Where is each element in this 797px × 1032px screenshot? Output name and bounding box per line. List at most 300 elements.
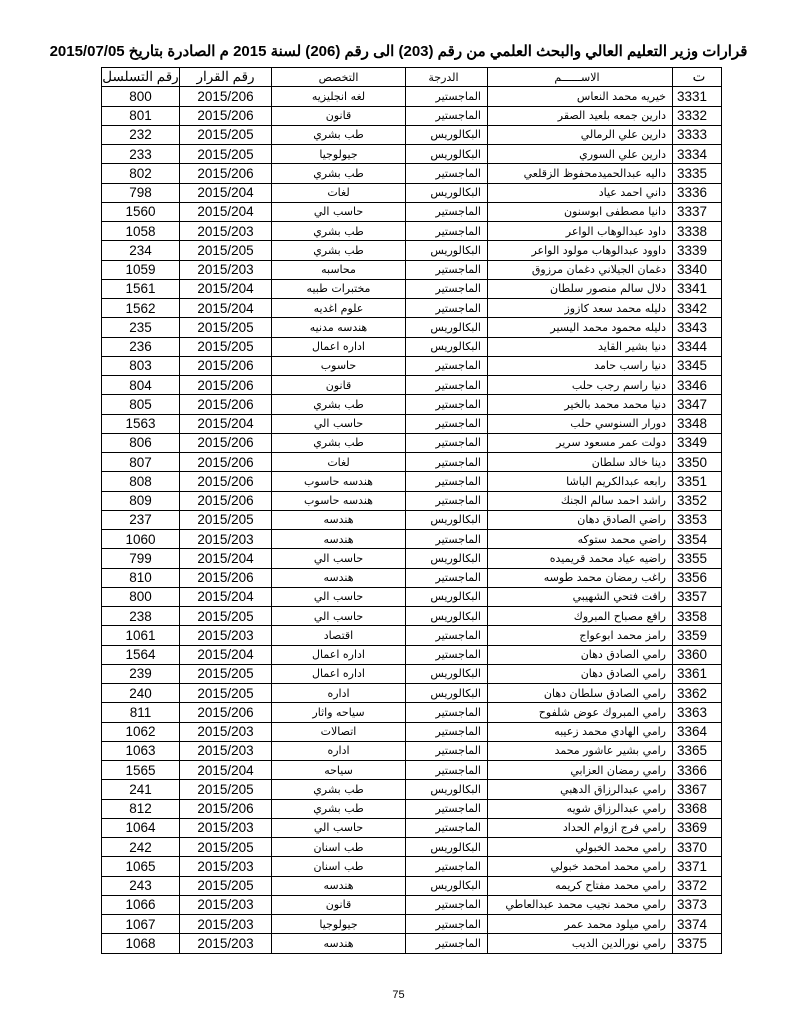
cell-serial: 1565 [102, 761, 180, 780]
cell-specialty: حاسوب [272, 356, 406, 375]
cell-serial: 1562 [102, 299, 180, 318]
cell-serial: 232 [102, 125, 180, 144]
cell-serial: 235 [102, 318, 180, 337]
table-row [102, 414, 722, 433]
table-row [102, 838, 722, 857]
cell-degree: الماجستير [406, 222, 488, 241]
cell-degree: الماجستير [406, 260, 488, 279]
cell-index: 3364 [673, 722, 722, 741]
cell-degree: الماجستير [406, 395, 488, 414]
table-row [102, 279, 722, 298]
cell-index: 3341 [673, 279, 722, 298]
cell-index: 3346 [673, 376, 722, 395]
cell-degree: البكالوريس [406, 587, 488, 606]
cell-decision: 2015/203 [180, 934, 272, 953]
cell-serial: 1564 [102, 645, 180, 664]
cell-name: رامي الصادق دهان [488, 664, 673, 683]
cell-decision: 2015/203 [180, 530, 272, 549]
cell-degree: البكالوريس [406, 838, 488, 857]
table-row [102, 895, 722, 914]
cell-decision: 2015/205 [180, 125, 272, 144]
cell-degree: الماجستير [406, 453, 488, 472]
cell-name: دانيا مصطفى ابوسنون [488, 202, 673, 221]
table-row [102, 703, 722, 722]
cell-index: 3366 [673, 761, 722, 780]
cell-name: دارين جمعه بلعيد الصقر [488, 106, 673, 125]
cell-name: رامي الصادق سلطان دهان [488, 684, 673, 703]
cell-specialty: سياحه [272, 761, 406, 780]
cell-specialty: هندسه حاسوب [272, 472, 406, 491]
table-row [102, 722, 722, 741]
cell-name: دينا خالد سلطان [488, 453, 673, 472]
cell-degree: الماجستير [406, 761, 488, 780]
cell-serial: 240 [102, 684, 180, 703]
table-row [102, 472, 722, 491]
cell-index: 3344 [673, 337, 722, 356]
cell-specialty: جيولوجيا [272, 145, 406, 164]
cell-degree: الماجستير [406, 433, 488, 452]
cell-index: 3337 [673, 202, 722, 221]
cell-name: داوود عبدالوهاب مولود الواعر [488, 241, 673, 260]
cell-name: رامي نورالدين الديب [488, 934, 673, 953]
cell-serial: 801 [102, 106, 180, 125]
cell-index: 3333 [673, 125, 722, 144]
cell-decision: 2015/203 [180, 915, 272, 934]
cell-index: 3354 [673, 530, 722, 549]
cell-serial: 1064 [102, 818, 180, 837]
cell-index: 3373 [673, 895, 722, 914]
cell-degree: البكالوريس [406, 125, 488, 144]
cell-decision: 2015/206 [180, 376, 272, 395]
cell-degree: الماجستير [406, 279, 488, 298]
cell-decision: 2015/204 [180, 414, 272, 433]
cell-serial: 1058 [102, 222, 180, 241]
table-row [102, 260, 722, 279]
cell-name: راغب رمضان محمد طوسه [488, 568, 673, 587]
cell-serial: 800 [102, 587, 180, 606]
page-number: 75 [392, 989, 405, 1001]
cell-index: 3355 [673, 549, 722, 568]
cell-decision: 2015/206 [180, 799, 272, 818]
table-row [102, 780, 722, 799]
cell-name: رامي المبروك عوض شلفوح [488, 703, 673, 722]
cell-name: راضي الصادق دهان [488, 510, 673, 529]
cell-degree: الماجستير [406, 376, 488, 395]
cell-decision: 2015/203 [180, 260, 272, 279]
cell-serial: 237 [102, 510, 180, 529]
table-row [102, 376, 722, 395]
cell-name: دارين علي السوري [488, 145, 673, 164]
cell-degree: الماجستير [406, 356, 488, 375]
cell-decision: 2015/203 [180, 818, 272, 837]
cell-index: 3353 [673, 510, 722, 529]
cell-decision: 2015/205 [180, 145, 272, 164]
cell-index: 3368 [673, 799, 722, 818]
cell-index: 3340 [673, 260, 722, 279]
table-row [102, 299, 722, 318]
table-row [102, 183, 722, 202]
cell-degree: الماجستير [406, 799, 488, 818]
cell-specialty: هندسه حاسوب [272, 491, 406, 510]
cell-name: دلال سالم منصور سلطان [488, 279, 673, 298]
cell-serial: 1066 [102, 895, 180, 914]
cell-specialty: جيولوجيا [272, 915, 406, 934]
cell-serial: 239 [102, 664, 180, 683]
cell-degree: الماجستير [406, 106, 488, 125]
cell-degree: الماجستير [406, 645, 488, 664]
cell-index: 3359 [673, 626, 722, 645]
cell-specialty: لغات [272, 453, 406, 472]
table-row [102, 145, 722, 164]
cell-specialty: حاسب الي [272, 414, 406, 433]
cell-serial: 805 [102, 395, 180, 414]
cell-degree: الماجستير [406, 472, 488, 491]
cell-serial: 799 [102, 549, 180, 568]
table-row [102, 915, 722, 934]
cell-specialty: اداره اعمال [272, 645, 406, 664]
cell-name: رافع مصباح المبروك [488, 607, 673, 626]
cell-index: 3342 [673, 299, 722, 318]
cell-index: 3334 [673, 145, 722, 164]
cell-name: راشد احمد سالم الجنك [488, 491, 673, 510]
cell-decision: 2015/204 [180, 279, 272, 298]
results-table [101, 67, 722, 954]
table-row [102, 318, 722, 337]
cell-serial: 1063 [102, 741, 180, 760]
cell-name: خيريه محمد النعاس [488, 87, 673, 106]
cell-decision: 2015/204 [180, 299, 272, 318]
cell-decision: 2015/205 [180, 337, 272, 356]
cell-index: 3357 [673, 587, 722, 606]
cell-serial: 1061 [102, 626, 180, 645]
table-row [102, 934, 722, 953]
cell-index: 3356 [673, 568, 722, 587]
cell-decision: 2015/203 [180, 222, 272, 241]
cell-index: 3371 [673, 857, 722, 876]
cell-serial: 1561 [102, 279, 180, 298]
table-row [102, 356, 722, 375]
table-row [102, 395, 722, 414]
cell-index: 3367 [673, 780, 722, 799]
cell-decision: 2015/204 [180, 761, 272, 780]
cell-serial: 810 [102, 568, 180, 587]
table-row [102, 222, 722, 241]
cell-serial: 236 [102, 337, 180, 356]
cell-name: رامي ميلود محمد عمر [488, 915, 673, 934]
cell-degree: الماجستير [406, 915, 488, 934]
cell-specialty: اداره اعمال [272, 337, 406, 356]
cell-specialty: حاسب الي [272, 202, 406, 221]
cell-specialty: حاسب الي [272, 818, 406, 837]
cell-index: 3343 [673, 318, 722, 337]
cell-name: دارين علي الرمالي [488, 125, 673, 144]
cell-name: دنيا راسب حامد [488, 356, 673, 375]
cell-decision: 2015/206 [180, 87, 272, 106]
cell-serial: 233 [102, 145, 180, 164]
cell-serial: 234 [102, 241, 180, 260]
cell-serial: 243 [102, 876, 180, 895]
cell-index: 3361 [673, 664, 722, 683]
cell-degree: البكالوريس [406, 145, 488, 164]
cell-specialty: طب بشري [272, 433, 406, 452]
cell-specialty: هندسه [272, 876, 406, 895]
cell-index: 3350 [673, 453, 722, 472]
cell-degree: الماجستير [406, 818, 488, 837]
table-row [102, 645, 722, 664]
cell-serial: 1067 [102, 915, 180, 934]
cell-name: رامي الهادي محمد زعيبه [488, 722, 673, 741]
cell-name: دليله محمود محمد اليسير [488, 318, 673, 337]
cell-specialty: قانون [272, 106, 406, 125]
cell-decision: 2015/205 [180, 838, 272, 857]
table-row [102, 761, 722, 780]
cell-decision: 2015/205 [180, 876, 272, 895]
cell-name: رامي فرج ازوام الحداد [488, 818, 673, 837]
cell-decision: 2015/205 [180, 664, 272, 683]
cell-index: 3352 [673, 491, 722, 510]
cell-decision: 2015/206 [180, 164, 272, 183]
cell-name: دنيا راسم رجب حلب [488, 376, 673, 395]
cell-index: 3335 [673, 164, 722, 183]
cell-index: 3360 [673, 645, 722, 664]
cell-decision: 2015/206 [180, 568, 272, 587]
cell-name: رامي عبدالرزاق شويه [488, 799, 673, 818]
cell-specialty: طب بشري [272, 241, 406, 260]
cell-degree: الماجستير [406, 895, 488, 914]
cell-degree: البكالوريس [406, 337, 488, 356]
cell-degree: الماجستير [406, 530, 488, 549]
cell-index: 3370 [673, 838, 722, 857]
cell-serial: 1563 [102, 414, 180, 433]
header-decision: رقم القرار [180, 68, 272, 87]
cell-serial: 238 [102, 607, 180, 626]
cell-specialty: لغه انجليزيه [272, 87, 406, 106]
cell-decision: 2015/204 [180, 645, 272, 664]
cell-serial: 242 [102, 838, 180, 857]
cell-index: 3351 [673, 472, 722, 491]
cell-serial: 807 [102, 453, 180, 472]
cell-decision: 2015/203 [180, 895, 272, 914]
cell-decision: 2015/206 [180, 453, 272, 472]
header-index: ت [673, 68, 722, 87]
cell-index: 3339 [673, 241, 722, 260]
cell-specialty: حاسب الي [272, 587, 406, 606]
cell-specialty: طب بشري [272, 780, 406, 799]
cell-decision: 2015/205 [180, 607, 272, 626]
cell-name: رابعه عبدالكريم الباشا [488, 472, 673, 491]
cell-specialty: هندسه [272, 568, 406, 587]
cell-degree: الماجستير [406, 626, 488, 645]
cell-specialty: طب بشري [272, 164, 406, 183]
cell-serial: 812 [102, 799, 180, 818]
cell-decision: 2015/204 [180, 587, 272, 606]
table-row [102, 202, 722, 221]
table-row [102, 106, 722, 125]
cell-serial: 800 [102, 87, 180, 106]
table-row [102, 664, 722, 683]
cell-serial: 1560 [102, 202, 180, 221]
cell-specialty: هندسه [272, 934, 406, 953]
cell-serial: 798 [102, 183, 180, 202]
cell-specialty: اداره [272, 684, 406, 703]
cell-name: رامي رمضان العزابي [488, 761, 673, 780]
cell-degree: البكالوريس [406, 876, 488, 895]
cell-specialty: طب بشري [272, 395, 406, 414]
cell-decision: 2015/206 [180, 356, 272, 375]
table-row [102, 241, 722, 260]
cell-index: 3365 [673, 741, 722, 760]
cell-degree: الماجستير [406, 722, 488, 741]
cell-decision: 2015/205 [180, 684, 272, 703]
cell-name: رامي محمد الخبولي [488, 838, 673, 857]
cell-decision: 2015/206 [180, 433, 272, 452]
table-header-row [102, 68, 722, 87]
cell-degree: الماجستير [406, 202, 488, 221]
cell-index: 3349 [673, 433, 722, 452]
cell-index: 3362 [673, 684, 722, 703]
cell-specialty: اداره اعمال [272, 664, 406, 683]
cell-index: 3332 [673, 106, 722, 125]
cell-degree: البكالوريس [406, 684, 488, 703]
header-serial: رقم التسلسل [102, 68, 180, 87]
cell-name: دنيا بشير القايد [488, 337, 673, 356]
cell-specialty: هندسه [272, 510, 406, 529]
cell-index: 3358 [673, 607, 722, 626]
table-row [102, 876, 722, 895]
cell-serial: 1068 [102, 934, 180, 953]
table-row [102, 125, 722, 144]
cell-index: 3331 [673, 87, 722, 106]
cell-specialty: اداره [272, 741, 406, 760]
cell-specialty: سياحه واثار [272, 703, 406, 722]
cell-serial: 1060 [102, 530, 180, 549]
cell-decision: 2015/206 [180, 703, 272, 722]
cell-serial: 806 [102, 433, 180, 452]
cell-degree: الماجستير [406, 568, 488, 587]
cell-name: رامي الصادق دهان [488, 645, 673, 664]
cell-specialty: قانون [272, 376, 406, 395]
cell-index: 3336 [673, 183, 722, 202]
page-title: قرارات وزير التعليم العالي والبحث العلمي من رقم (203) الى رقم (206) لسنة 2015 م الصادرة بتاريخ 2015/07/05 [49, 43, 748, 60]
table-row [102, 587, 722, 606]
cell-index: 3348 [673, 414, 722, 433]
cell-serial: 1059 [102, 260, 180, 279]
table-row [102, 568, 722, 587]
table-row [102, 337, 722, 356]
cell-degree: البكالوريس [406, 241, 488, 260]
cell-decision: 2015/203 [180, 741, 272, 760]
cell-serial: 802 [102, 164, 180, 183]
cell-index: 3347 [673, 395, 722, 414]
table-row [102, 799, 722, 818]
cell-degree: الماجستير [406, 703, 488, 722]
cell-decision: 2015/206 [180, 472, 272, 491]
cell-serial: 1062 [102, 722, 180, 741]
cell-serial: 811 [102, 703, 180, 722]
cell-name: داليه عبدالحميدمحفوظ الزقلعي [488, 164, 673, 183]
header-name: الاســــــم [488, 68, 673, 87]
table-row [102, 626, 722, 645]
cell-specialty: قانون [272, 895, 406, 914]
cell-name: رافت فتحي الشهيبي [488, 587, 673, 606]
cell-index: 3338 [673, 222, 722, 241]
cell-decision: 2015/204 [180, 549, 272, 568]
cell-specialty: مختبرات طبيه [272, 279, 406, 298]
table-row [102, 87, 722, 106]
cell-index: 3369 [673, 818, 722, 837]
cell-specialty: طب اسنان [272, 838, 406, 857]
cell-degree: الماجستير [406, 299, 488, 318]
cell-specialty: اقتصاد [272, 626, 406, 645]
header-degree: الدرجة [406, 68, 488, 87]
cell-serial: 803 [102, 356, 180, 375]
cell-specialty: طب اسنان [272, 857, 406, 876]
cell-degree: الماجستير [406, 164, 488, 183]
table-row [102, 549, 722, 568]
table-row [102, 684, 722, 703]
cell-name: دورار السنوسي حلب [488, 414, 673, 433]
cell-degree: البكالوريس [406, 607, 488, 626]
cell-index: 3372 [673, 876, 722, 895]
table-row [102, 453, 722, 472]
cell-decision: 2015/204 [180, 202, 272, 221]
cell-specialty: محاسبه [272, 260, 406, 279]
cell-decision: 2015/203 [180, 626, 272, 645]
cell-degree: الماجستير [406, 934, 488, 953]
cell-specialty: هندسه مدنيه [272, 318, 406, 337]
table-row [102, 818, 722, 837]
cell-degree: البكالوريس [406, 664, 488, 683]
cell-name: دليله محمد سعد كازوز [488, 299, 673, 318]
table-row [102, 164, 722, 183]
cell-serial: 809 [102, 491, 180, 510]
cell-degree: البكالوريس [406, 510, 488, 529]
cell-name: رامز محمد ابوعواج [488, 626, 673, 645]
cell-name: رامي محمد مفتاح كريمه [488, 876, 673, 895]
cell-specialty: اتصالات [272, 722, 406, 741]
cell-name: داني احمد عياد [488, 183, 673, 202]
cell-specialty: علوم اغديه [272, 299, 406, 318]
cell-serial: 1065 [102, 857, 180, 876]
cell-serial: 804 [102, 376, 180, 395]
cell-decision: 2015/205 [180, 780, 272, 799]
cell-name: راضي محمد ستوكه [488, 530, 673, 549]
cell-decision: 2015/206 [180, 491, 272, 510]
cell-name: دولت عمر مسعود سرير [488, 433, 673, 452]
cell-degree: الماجستير [406, 741, 488, 760]
cell-decision: 2015/206 [180, 395, 272, 414]
cell-degree: البكالوريس [406, 549, 488, 568]
cell-name: دغمان الجيلاني دغمان مرزوق [488, 260, 673, 279]
table-row [102, 607, 722, 626]
cell-degree: البكالوريس [406, 318, 488, 337]
cell-degree: البكالوريس [406, 780, 488, 799]
cell-decision: 2015/205 [180, 318, 272, 337]
cell-decision: 2015/203 [180, 857, 272, 876]
cell-decision: 2015/204 [180, 183, 272, 202]
cell-degree: الماجستير [406, 491, 488, 510]
cell-name: دنيا محمد محمد بالخير [488, 395, 673, 414]
cell-decision: 2015/206 [180, 106, 272, 125]
cell-serial: 808 [102, 472, 180, 491]
cell-decision: 2015/205 [180, 241, 272, 260]
cell-degree: الماجستير [406, 414, 488, 433]
cell-specialty: حاسب الي [272, 607, 406, 626]
cell-decision: 2015/205 [180, 510, 272, 529]
cell-index: 3363 [673, 703, 722, 722]
cell-degree: البكالوريس [406, 183, 488, 202]
cell-specialty: طب بشري [272, 125, 406, 144]
